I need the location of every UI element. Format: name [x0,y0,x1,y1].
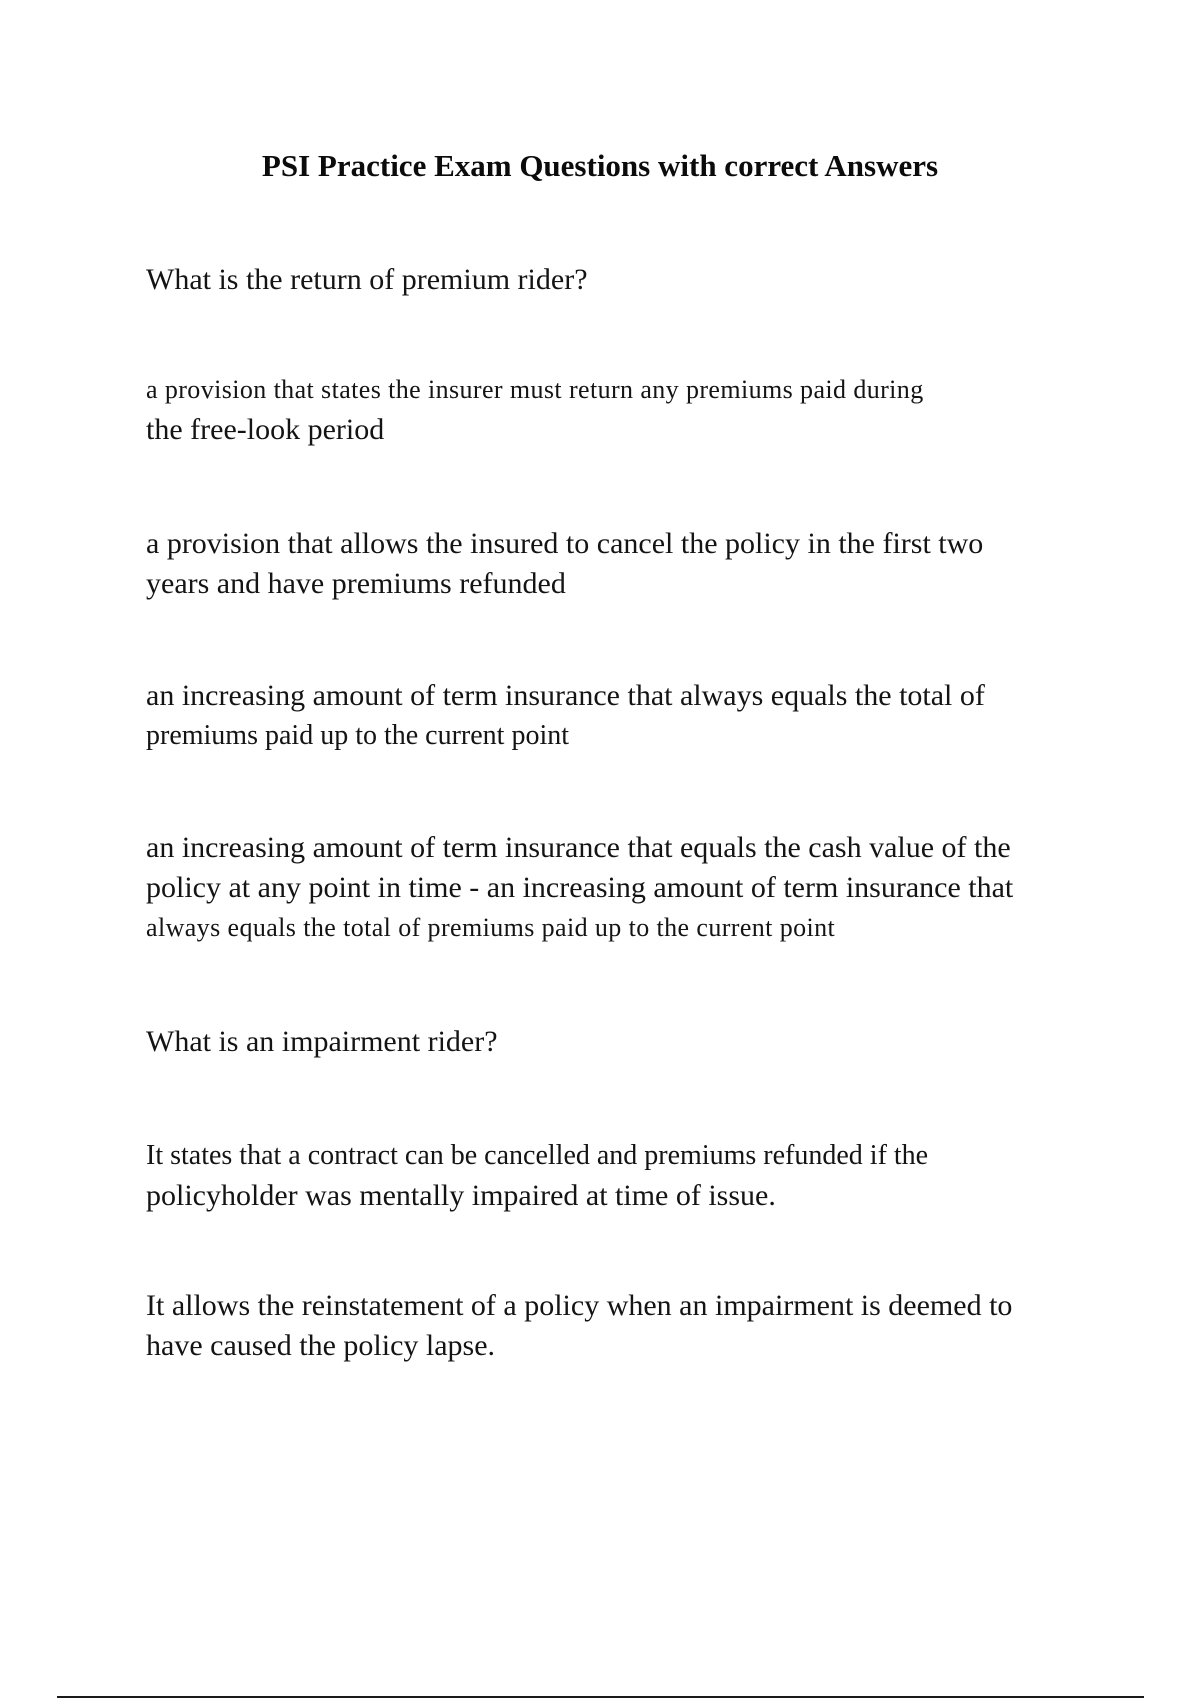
answer-line: It states that a contract can be cancelled and premiums refunded if the [146,1140,929,1171]
answer-line: premiums paid up to the current point [146,720,570,751]
document-title: PSI Practice Exam Questions with correct Answers [261,148,939,183]
answer-option [146,1136,1086,1216]
answer-option [146,676,1086,756]
answer-line: always equals the total of premiums paid up to the current point [146,913,836,942]
page-bottom-rule [57,1696,1144,1698]
answer-option [146,370,1086,450]
answer-line: the free-look period [146,413,385,446]
answer-option [146,524,1086,604]
answer-line: years and have premiums refunded [146,567,566,600]
answer-line: a provision that states the insurer must return any premiums paid during [146,375,924,404]
answer-option [146,1286,1086,1366]
answer-line: an increasing amount of term insurance that equals the cash value of the [146,831,1011,864]
question-return-of-premium-rider [146,260,1086,300]
answer-line: policyholder was mentally impaired at time of issue. [146,1179,776,1212]
answer-line: a provision that allows the insured to cancel the policy in the first two [146,527,984,560]
answer-option [146,828,1086,948]
question-impairment-rider [146,1022,1086,1062]
answer-line: have caused the policy lapse. [146,1329,496,1362]
answer-line: policy at any point in time - an increasing amount of term insurance that [146,871,1014,904]
question-text: What is the return of premium rider? [146,263,588,296]
question-text: What is an impairment rider? [146,1025,498,1058]
answer-line: It allows the reinstatement of a policy when an impairment is deemed to [146,1289,1013,1322]
answer-line: an increasing amount of term insurance that always equals the total of [146,679,985,712]
